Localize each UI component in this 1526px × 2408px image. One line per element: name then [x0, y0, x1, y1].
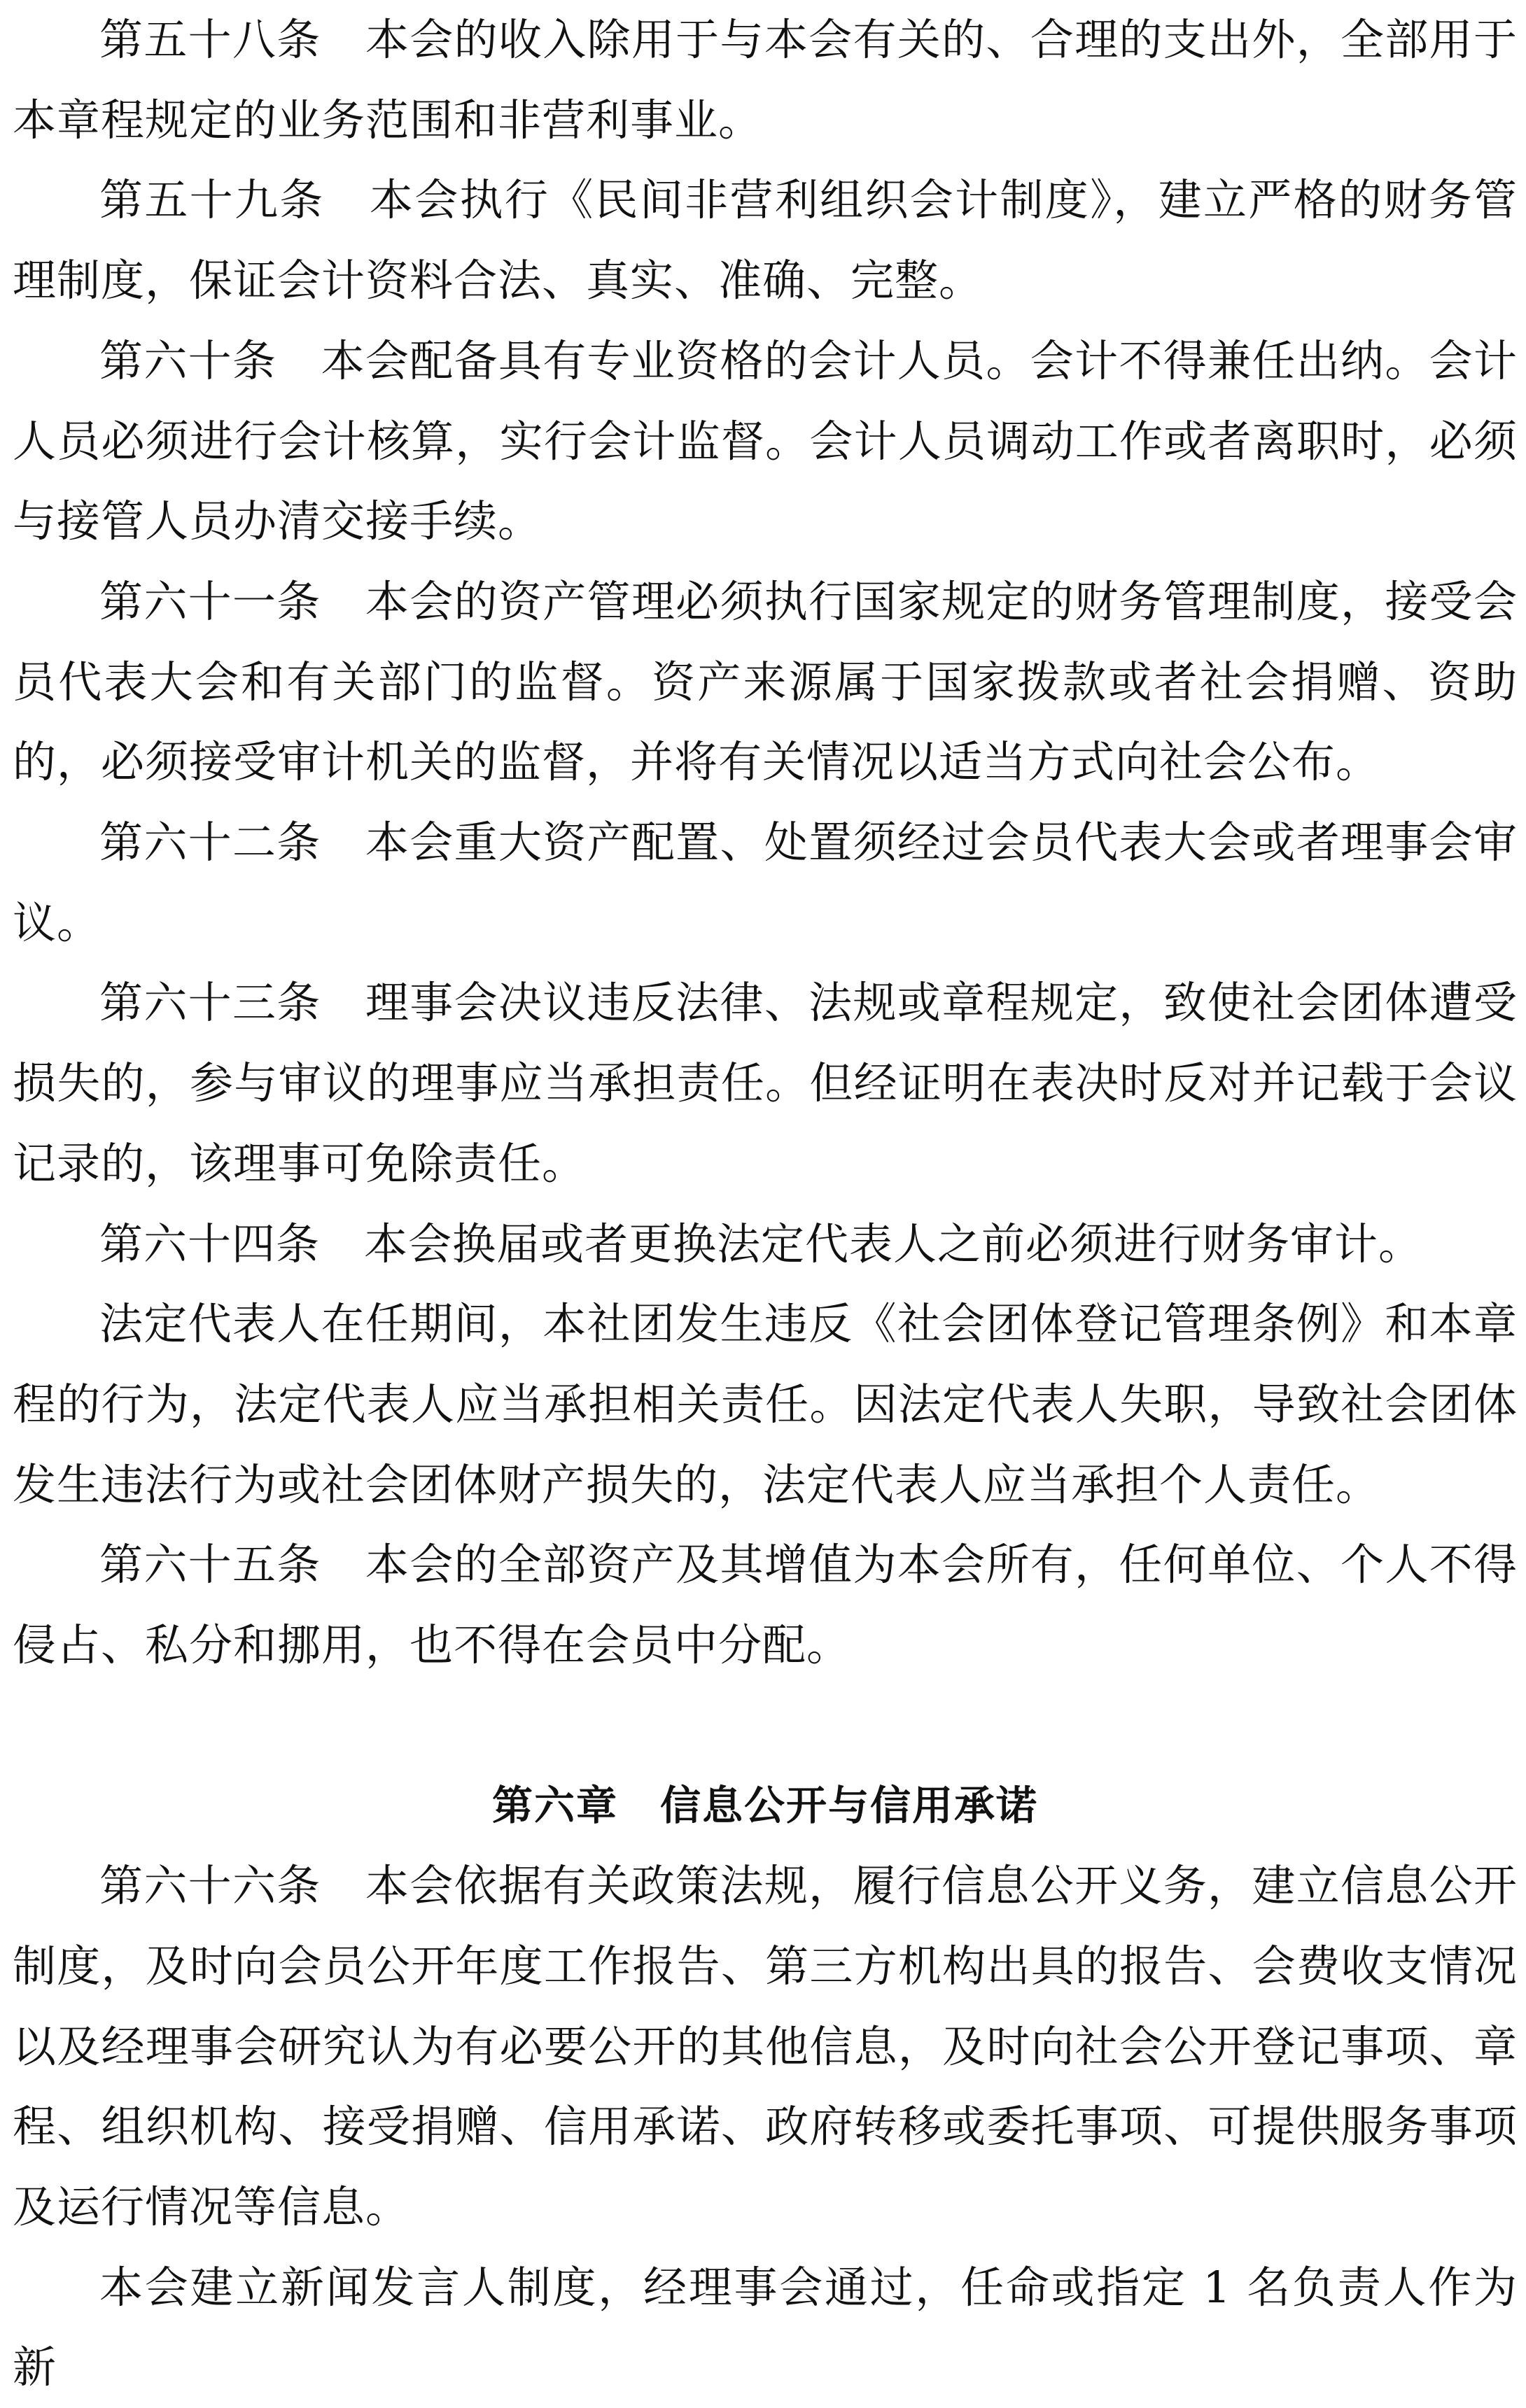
article-65: 第六十五条 本会的全部资产及其增值为本会所有，任何单位、个人不得侵占、私分和挪用，也不得在会员中分配。	[13, 1539, 1518, 1671]
article-58: 第五十八条 本会的收入除用于与本会有关的、合理的支出外，全部用于本章程规定的业务范围和非营利事业。	[13, 14, 1518, 146]
article-61: 第六十一条 本会的资产管理必须执行国家规定的财务管理制度，接受会员代表大会和有关部门的监督。资产来源属于国家拨款或者社会捐赠、资助的，必须接受审计机关的监督，并将有关情况以适当方式向社会公布。	[13, 575, 1518, 788]
article-66-paragraph-2: 本会建立新闻发言人制度，经理事会通过，任命或指定 1 名负责人作为新	[13, 2261, 1518, 2393]
chapter-heading: 第六章 信息公开与信用承诺	[491, 1782, 1038, 1830]
article-59: 第五十九条 本会执行《民间非营利组织会计制度》，建立严格的财务管理制度，保证会计资料合法、真实、准确、完整。	[13, 174, 1518, 307]
article-66: 第六十六条 本会依据有关政策法规，履行信息公开义务，建立信息公开制度，及时向会员公开年度工作报告、第三方机构出具的报告、会费收支情况以及经理事会研究认为有必要公开的其他信息，及时向社会公开登记事项、章程、组织机构、接受捐赠、信用承诺、政府转移或委托事项、可提供服务事项及运行情况等信息。	[13, 1860, 1518, 2232]
blank-line	[13, 1686, 1518, 1766]
article-64-paragraph-2: 法定代表人在任期间，本社团发生违反《社会团体登记管理条例》和本章程的行为，法定代表人应当承担相关责任。因法定代表人失职，导致社会团体发生违法行为或社会团体财产损失的，法定代表人应当承担个人责任。	[13, 1298, 1518, 1510]
article-64: 第六十四条 本会换届或者更换法定代表人之前必须进行财务审计。	[99, 1218, 1423, 1269]
article-62: 第六十二条 本会重大资产配置、处置须经过会员代表大会或者理事会审议。	[13, 817, 1518, 948]
article-63: 第六十三条 理事会决议违反法律、法规或章程规定，致使社会团体遭受损失的，参与审议的理事应当承担责任。但经证明在表决时反对并记载于会议记录的，该理事可免除责任。	[13, 977, 1518, 1189]
document-body	[13, 0, 1518, 2408]
article-60: 第六十条 本会配备具有专业资格的会计人员。会计不得兼任出纳。会计人员必须进行会计核算，实行会计监督。会计人员调动工作或者离职时，必须与接管人员办清交接手续。	[13, 335, 1518, 547]
